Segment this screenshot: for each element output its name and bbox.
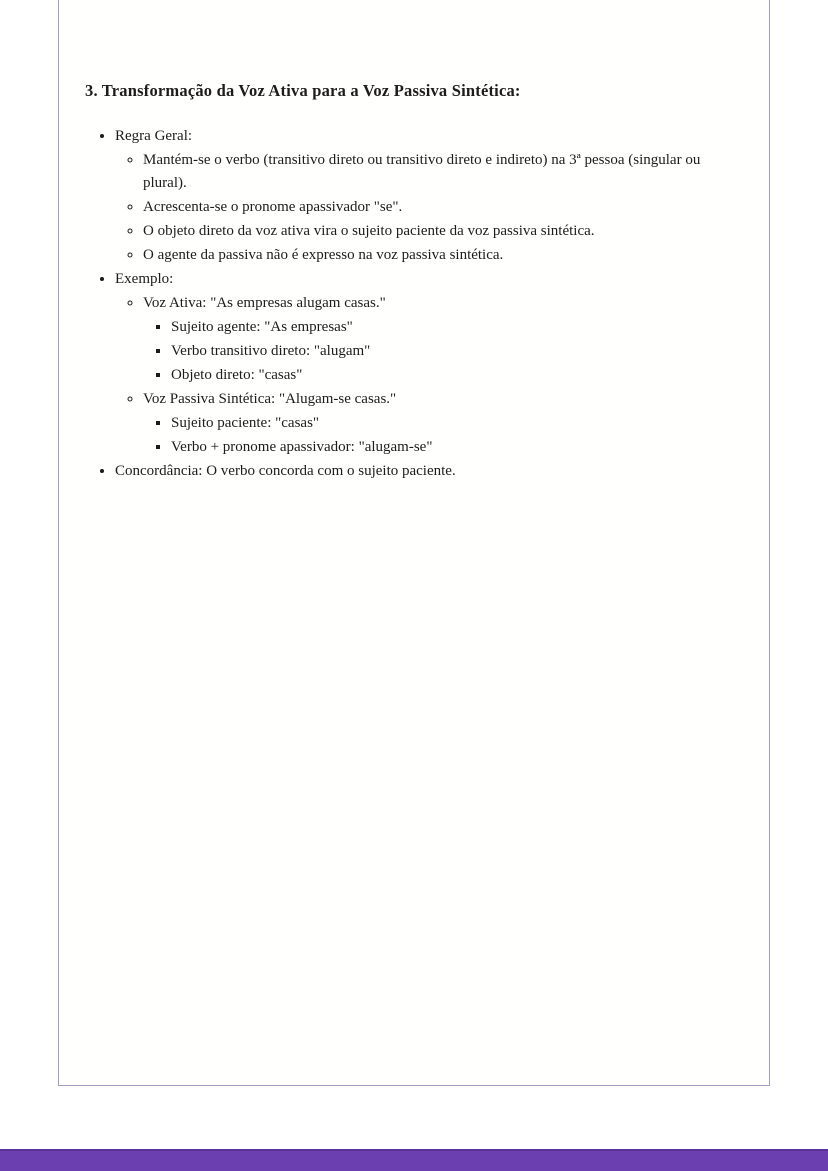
list-item [171,315,741,339]
list-item-label: Acrescenta-se o pronome apassivador "se". [143,199,403,215]
list-item [143,219,741,243]
list-item-label: Verbo + pronome apassivador: "alugam-se" [171,439,433,455]
list-item-label: Voz Passiva Sintética: "Alugam-se casas." [143,391,397,407]
list-item [143,195,741,219]
list-item-label: Exemplo: [115,271,174,287]
list-item-label: Concordância: O verbo concorda com o sujeito paciente. [115,463,456,479]
list-item-label: Regra Geral: [115,128,193,144]
list-item [171,411,741,435]
list-item [115,267,741,459]
bullet-subsublist [143,315,741,387]
list-item [171,435,741,459]
list-item-label: Verbo transitivo direto: "alugam" [171,343,371,359]
list-item-label: O objeto direto da voz ativa vira o sujeito paciente da voz passiva sintética. [143,223,595,239]
list-item [143,148,741,195]
bullet-sublist [115,291,741,459]
bullet-subsublist [143,411,741,459]
footer-accent-bar [0,1149,828,1171]
bullet-sublist [115,148,741,267]
list-item-label: Sujeito agente: "As empresas" [171,319,353,335]
list-item [171,339,741,363]
list-item [143,387,741,459]
list-item-label: Objeto direto: "casas" [171,367,303,383]
bullet-list [85,124,741,483]
list-item [115,459,741,483]
list-item [143,243,741,267]
list-item-label: O agente da passiva não é expresso na voz passiva sintética. [143,247,504,263]
list-item-label: Voz Ativa: "As empresas alugam casas." [143,295,386,311]
list-item-label: Sujeito paciente: "casas" [171,415,320,431]
list-item-label: Mantém-se o verbo (transitivo direto ou transitivo direto e indireto) na 3ª pessoa (singular ou plural). [143,152,701,191]
document-card [58,0,770,1086]
list-item [143,291,741,387]
section-title: 3. Transformação da Voz Ativa para a Voz Passiva Sintética: [85,81,521,100]
list-item [115,124,741,267]
list-item [171,363,741,387]
